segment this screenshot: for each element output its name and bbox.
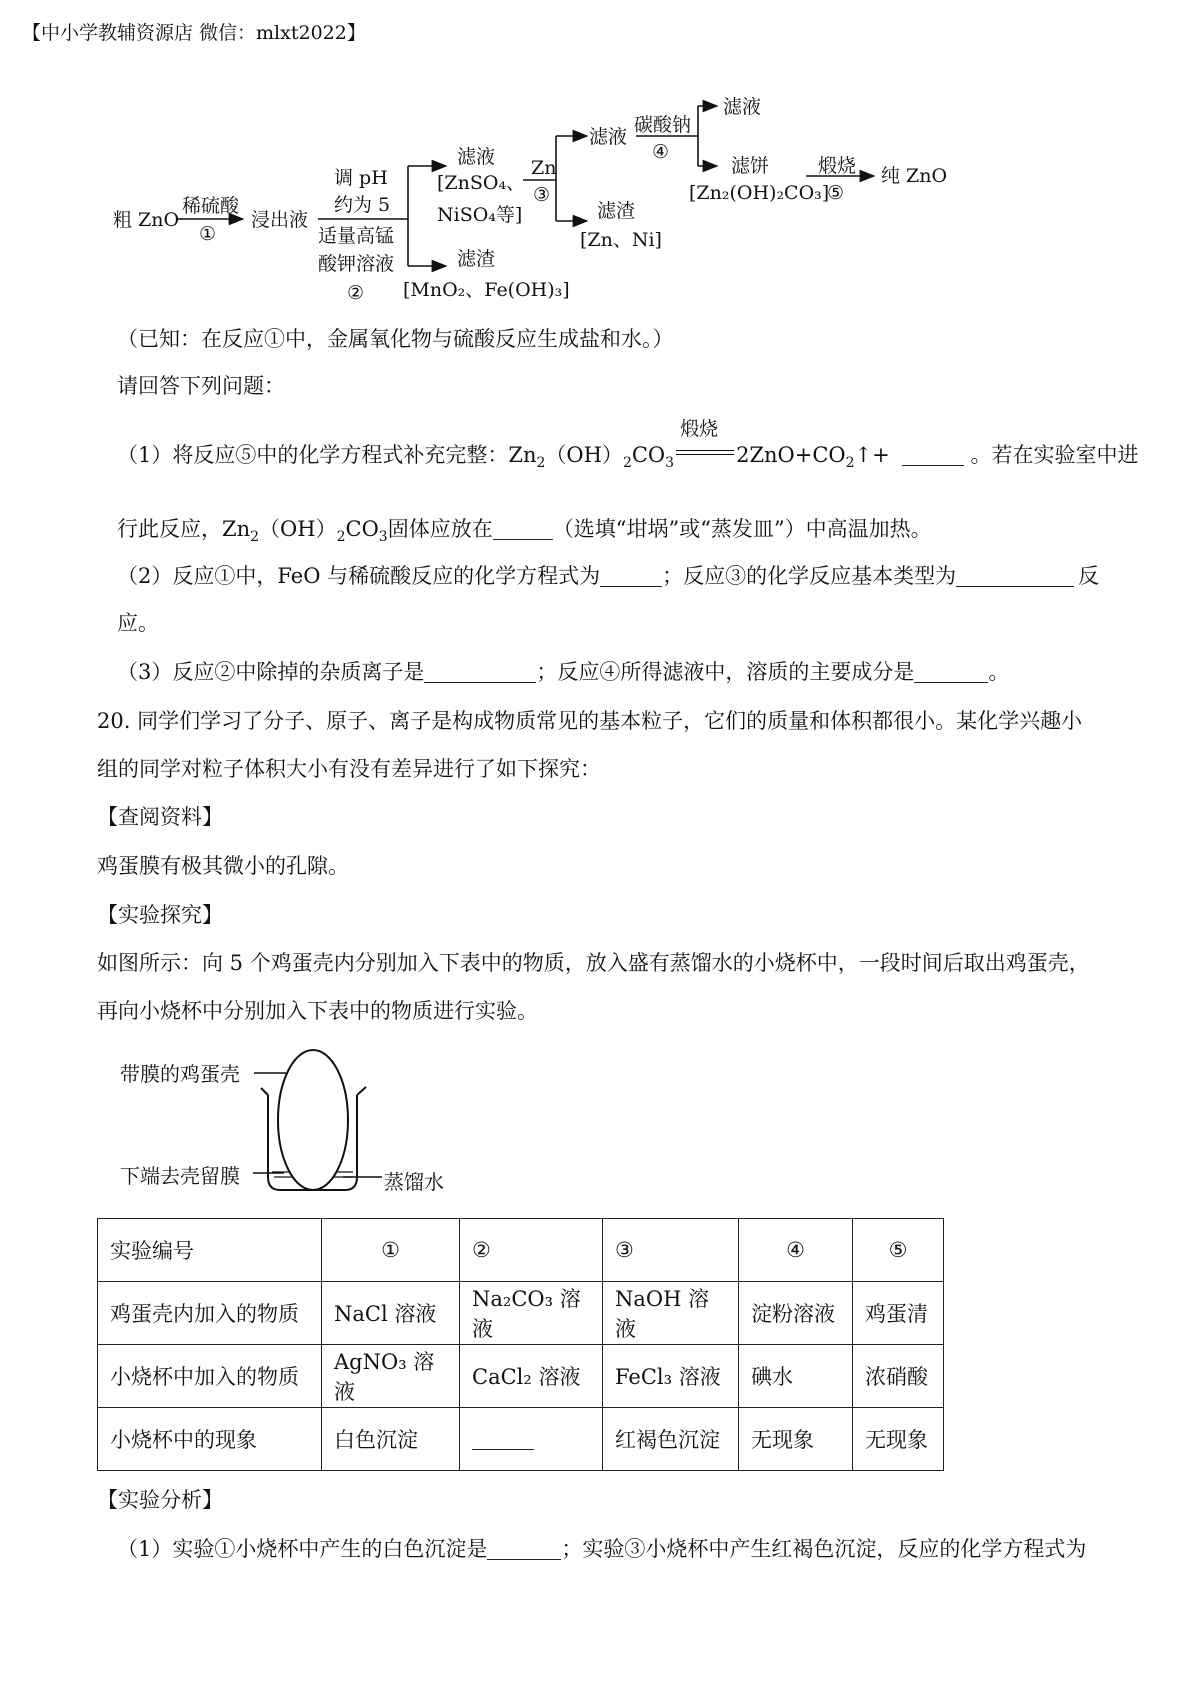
condition-label: 煅烧: [680, 418, 719, 440]
blank-q1-container[interactable]: [493, 517, 553, 540]
flow-step1-no: ①: [199, 223, 217, 245]
table-cell: ①: [322, 1219, 460, 1282]
table-cell: NaCl 溶液: [322, 1282, 460, 1345]
experiment-line1: 如图所示：向 5 个鸡蛋壳内分别加入下表中的物质，放入盛有蒸馏水的小烧杯中，一段时间后取出鸡蛋壳，: [97, 951, 1090, 975]
flow-step4-reagent: 碳酸钠: [634, 114, 692, 136]
table-row: [98, 1345, 944, 1408]
label-shell: 带膜的鸡蛋壳: [120, 1062, 240, 1086]
blank-q2-equation[interactable]: [600, 564, 662, 587]
question-prompt: 请回答下列问题：: [117, 374, 285, 398]
table-cell-blank[interactable]: [460, 1408, 603, 1471]
table-row: [98, 1219, 944, 1282]
flow-filtrate1-comp2: NiSO₄等]: [437, 204, 523, 226]
table-cell: 小烧杯中的现象: [98, 1408, 322, 1471]
table-row: [98, 1282, 944, 1345]
blank-q2-reaction-type[interactable]: [956, 564, 1074, 587]
flow-cake-comp: [Zn₂(OH)₂CO₃]: [689, 182, 830, 204]
label-bottom-membrane: 下端去壳留膜: [120, 1164, 240, 1188]
question-1-line1: （1）将反应⑤中的化学方程式补充完整：$Zn_2(OH)_2CO_3$ 煅烧 $2ZnO+CO_2↑+$ 。若在实验室中进: [117, 440, 1138, 478]
flow-cake: 滤饼: [731, 155, 770, 177]
table-cell: 白色沉淀: [322, 1408, 460, 1471]
flow-step5-no: ⑤: [827, 182, 845, 204]
blank-q1-product[interactable]: [902, 443, 964, 466]
flow-step4-no: ④: [652, 141, 670, 163]
table-cell: 小烧杯中加入的物质: [98, 1345, 322, 1408]
experiment-table: [97, 1218, 944, 1471]
table-cell: 无现象: [739, 1408, 853, 1471]
flow-residue1: 滤渣: [457, 248, 496, 270]
blank-analysis-1-precipitate[interactable]: [487, 1537, 561, 1560]
flow-filtrate1: 滤液: [457, 146, 496, 168]
flow-step2-line4: 酸钾溶液: [318, 253, 395, 275]
condition-equals: [676, 418, 734, 470]
flow-step1-reagent: 稀硫酸: [182, 195, 240, 217]
table-cell: 无现象: [853, 1408, 944, 1471]
known-note: （已知：在反应①中，金属氧化物与硫酸反应生成盐和水。）: [117, 327, 674, 351]
flow-step2-line2: 约为 5: [334, 194, 391, 216]
flow-leach: 浸出液: [251, 209, 309, 231]
flow-product: 纯 ZnO: [881, 165, 948, 187]
flow-filtrate2: 滤液: [589, 126, 628, 148]
flow-raw-zno: 粗 ZnO: [113, 209, 180, 231]
table-cell: NaOH 溶液: [603, 1282, 739, 1345]
heading-analysis: 【实验分析】: [97, 1488, 223, 1512]
heading-reference: 【查阅资料】: [97, 805, 223, 829]
header-watermark: 【中小学教辅资源店 微信：mlxt2022】: [22, 22, 366, 44]
flow-step5-reagent: 煅烧: [818, 155, 857, 177]
table-cell: FeCl₃ 溶液: [603, 1345, 739, 1408]
flowchart-arrows: [0, 0, 1200, 320]
question-2-line1: （2）反应①中，FeO 与稀硫酸反应的化学方程式为 ；反应③的化学反应基本类型为 反: [117, 564, 1100, 588]
reference-text: 鸡蛋膜有极其微小的孔隙。: [97, 854, 349, 878]
table-row: [98, 1408, 944, 1471]
table-cell: 鸡蛋壳内加入的物质: [98, 1282, 322, 1345]
flow-step2-line1: 调 pH: [334, 167, 388, 189]
flow-step2-no: ②: [347, 282, 365, 304]
table-cell: ③: [603, 1219, 739, 1282]
flow-residue2-comp: [Zn、Ni]: [580, 229, 662, 251]
flow-step2-line3: 适量高锰: [318, 225, 395, 247]
question-1-line2: 行此反应，$Zn_2(OH)_2CO_3$固体应放在 （选填“坩埚”或“蒸发皿”）中高温加热。: [117, 517, 932, 545]
table-cell: 红褐色沉淀: [603, 1408, 739, 1471]
table-cell: Na₂CO₃ 溶液: [460, 1282, 603, 1345]
flow-step3-reagent: Zn: [531, 157, 557, 179]
table-cell: 实验编号: [98, 1219, 322, 1282]
table-cell: AgNO₃ 溶液: [322, 1345, 460, 1408]
blank-q3-solute[interactable]: [914, 660, 988, 683]
flow-residue1-comp: [MnO₂、Fe(OH)₃]: [403, 279, 570, 301]
question-3: （3）反应②中除掉的杂质离子是 ；反应④所得滤液中，溶质的主要成分是 。: [117, 660, 1010, 684]
table-cell: 淀粉溶液: [739, 1282, 853, 1345]
table-cell: ⑤: [853, 1219, 944, 1282]
blank-q3-ion[interactable]: [424, 660, 536, 683]
table-cell: 碘水: [739, 1345, 853, 1408]
flow-residue2: 滤渣: [597, 200, 636, 222]
label-distilled-water: 蒸馏水: [384, 1170, 444, 1194]
flow-step3-no: ③: [533, 184, 551, 206]
question-2-line2: 应。: [117, 611, 159, 635]
problem-20-line1: 20. 同学们学习了分子、原子、离子是构成物质常见的基本粒子，它们的质量和体积都很小。某化学兴趣小: [97, 709, 1083, 733]
problem-20-line2: 组的同学对粒子体积大小有没有差异进行了如下探究：: [97, 757, 601, 781]
analysis-1: （1）实验①小烧杯中产生的白色沉淀是 ；实验③小烧杯中产生红褐色沉淀，反应的化学方程式为: [117, 1537, 1087, 1561]
table-cell: ④: [739, 1219, 853, 1282]
blank-experiment-2-phenomenon[interactable]: [472, 1427, 534, 1450]
experiment-line2: 再向小烧杯中分别加入下表中的物质进行实验。: [97, 999, 538, 1023]
table-cell: ②: [460, 1219, 603, 1282]
table-cell: 浓硝酸: [853, 1345, 944, 1408]
flow-filtrate3: 滤液: [723, 96, 762, 118]
table-cell: CaCl₂ 溶液: [460, 1345, 603, 1408]
flow-filtrate1-comp1: [ZnSO₄、: [437, 172, 526, 194]
heading-experiment: 【实验探究】: [97, 903, 223, 927]
table-cell: 鸡蛋清: [853, 1282, 944, 1345]
